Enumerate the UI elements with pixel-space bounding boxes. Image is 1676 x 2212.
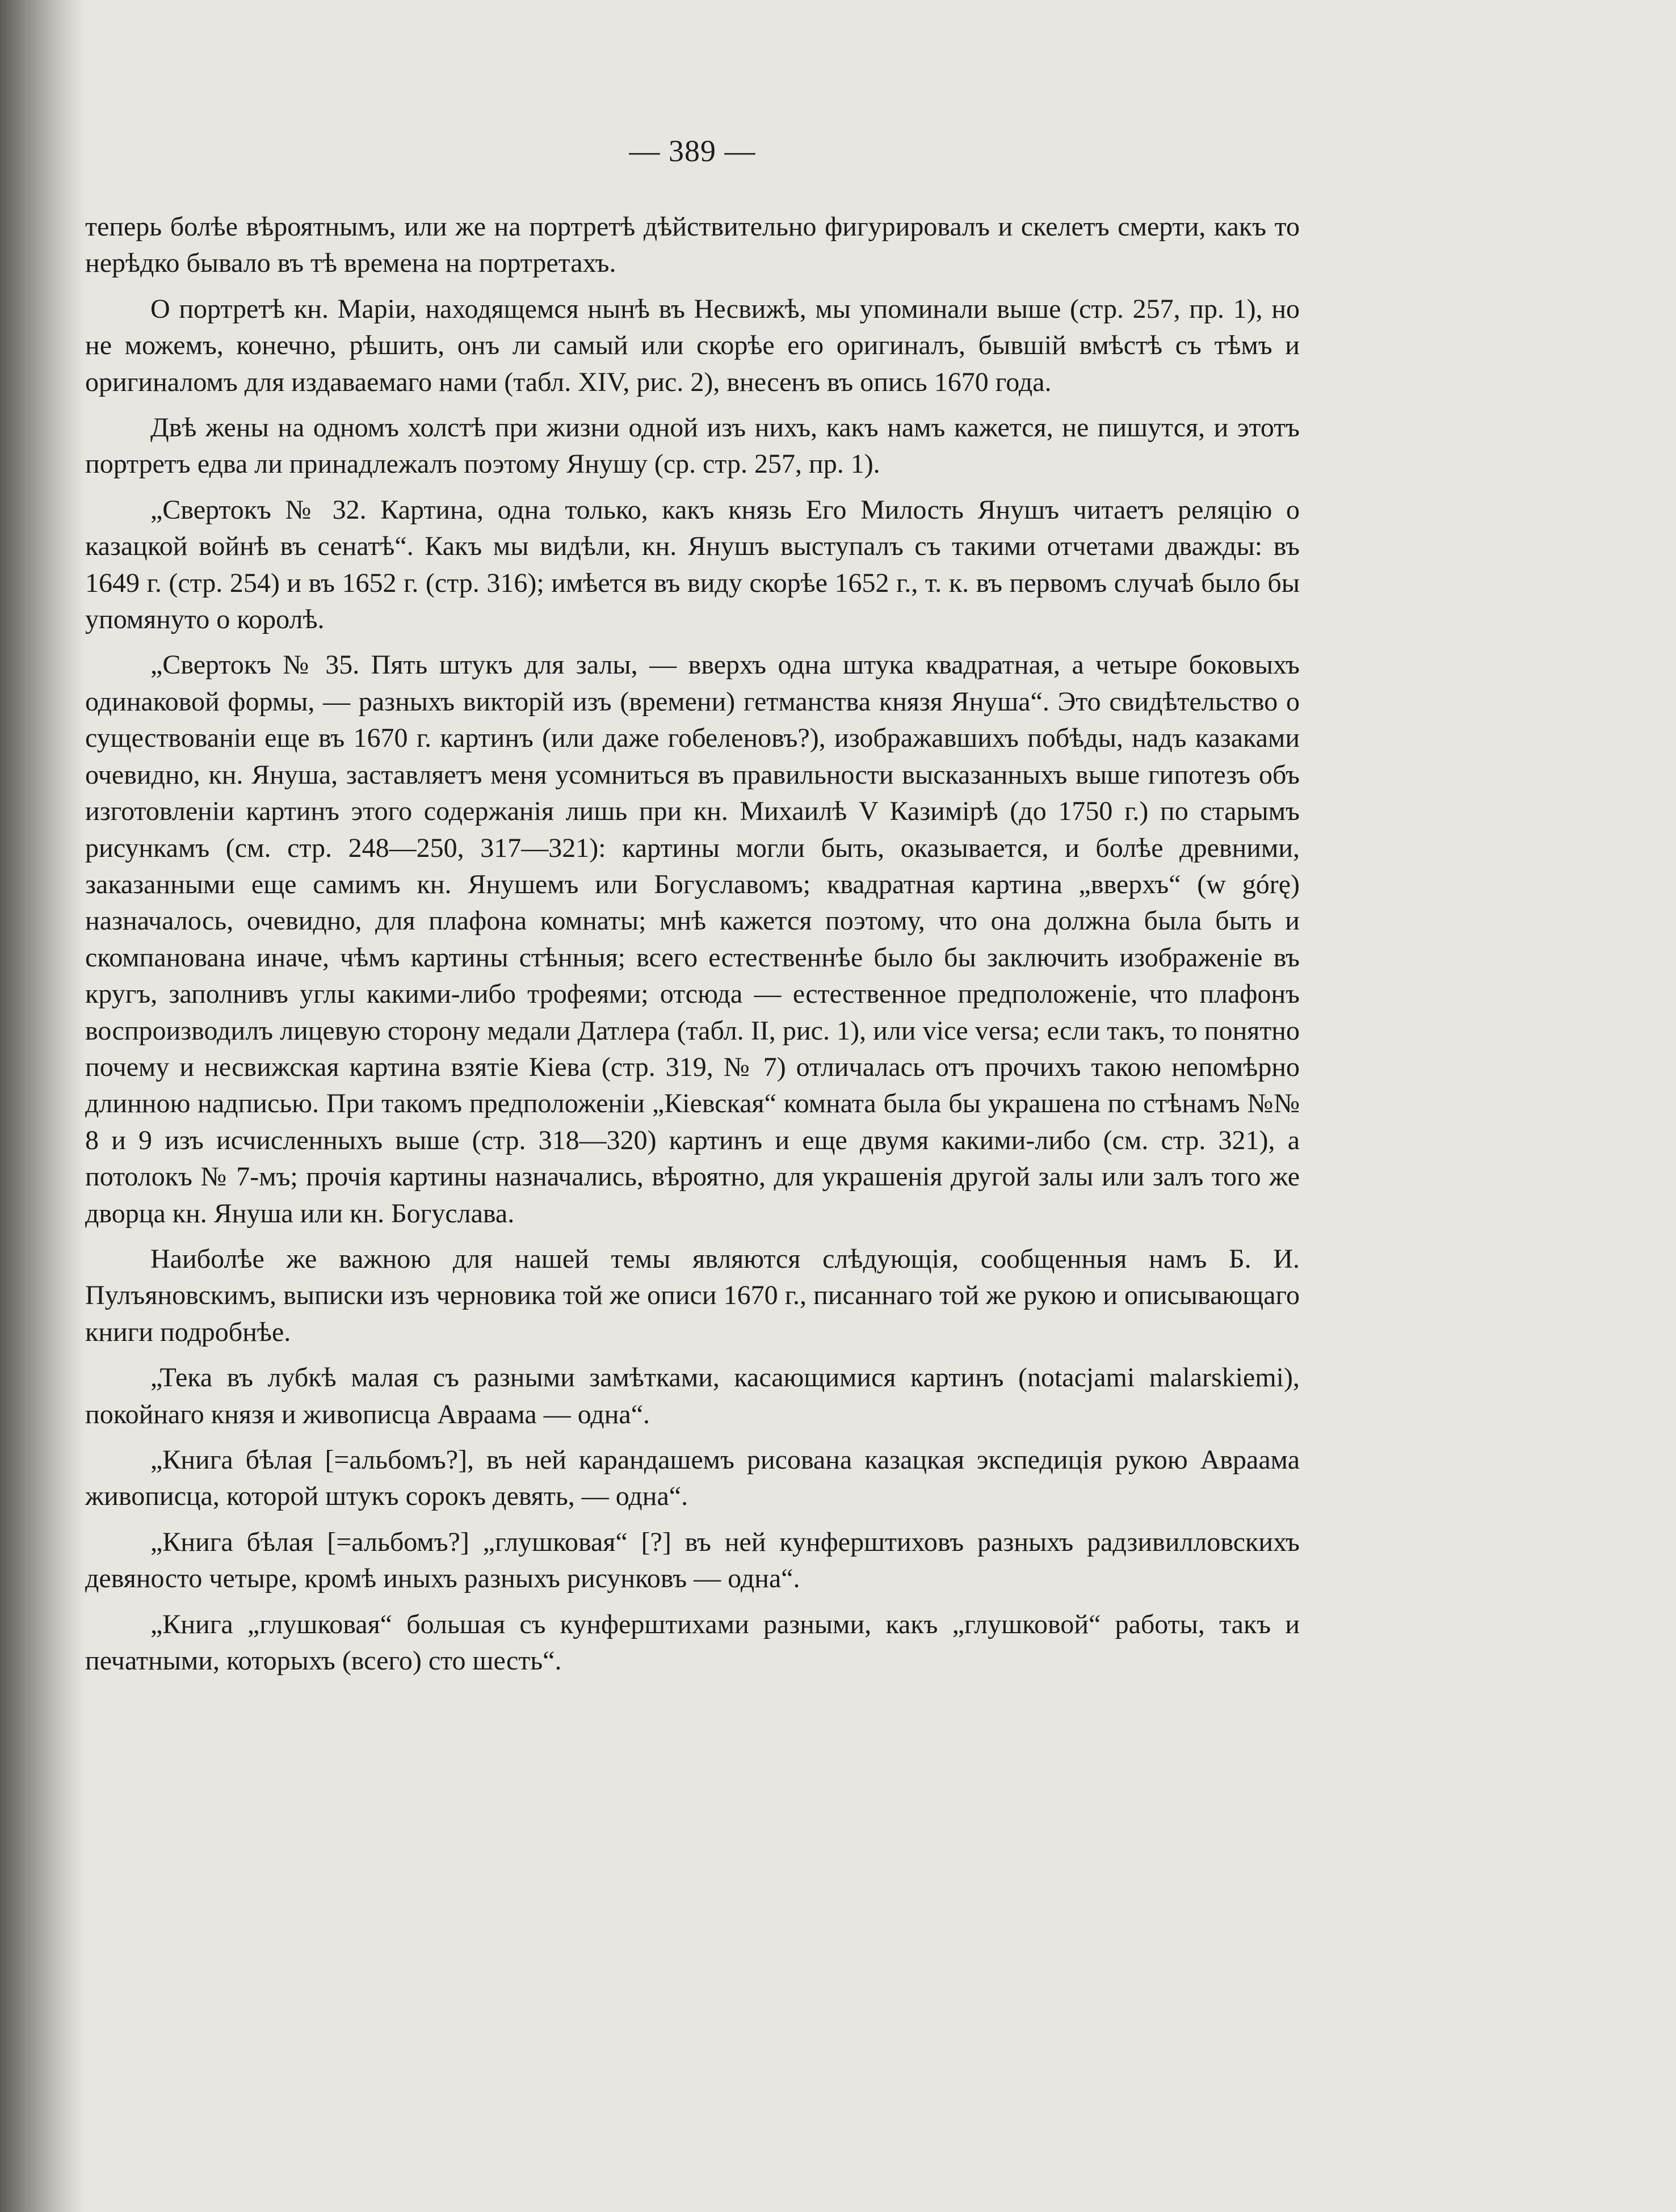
paragraph-4: „Свертокъ № 32. Картина, одна только, какъ князь Его Милость Янушъ читаетъ реляцію о казацкой войнѣ въ сенатѣ“. Какъ мы видѣли, кн. Янушъ выступалъ съ такими отчетами дважды: въ 1649 г. (стр. 254) и въ 1652 г. (стр. 316); имѣется въ виду скорѣе 1652 г., т. к. въ первомъ случаѣ было бы упомянуто о королѣ. — [85, 494, 1300, 635]
paragraph-8: „Книга бѣлая [=альбомъ?], въ ней карандашемъ рисована казацкая экспедиція рукою Авраама живописца, которой штукъ сорокъ девять, — одна“. — [85, 1445, 1300, 1512]
paragraph-10: „Книга „глушковая“ большая съ кунферштихами разными, какъ „глушковой“ работы, такъ и печатными, которыхъ (всего) сто шесть“. — [85, 1609, 1300, 1676]
paragraph-6: Наиболѣе же важною для нашей темы являются слѣдующія, сообщенныя намъ Б. И. Пулъяновскимъ, выписки изъ черновика той же описи 1670 г., писаннаго той же рукою и описывающаго книги подробнѣе. — [85, 1243, 1300, 1347]
body-text — [85, 209, 1300, 1688]
paragraph-3: Двѣ жены на одномъ холстѣ при жизни одной изъ нихъ, какъ намъ кажется, не пишутся, и этотъ портретъ едва ли принадлежалъ поэтому Янушу (ср. стр. 257, пр. 1). — [85, 413, 1300, 480]
paragraph-5: „Свертокъ № 35. Пять штукъ для залы, — вверхъ одна штука квадратная, а четыре боковыхъ одинаковой формы, — разныхъ викторій изъ (времени) гетманства князя Януша“. Это свидѣтельство о существованіи еще въ 1670 г. картинъ (или даже гобеленовъ?), изображавшихъ побѣды, надъ казаками очевидно, кн. Януша, заставляетъ меня усомниться въ правильности высказанныхъ выше гипотезъ объ изготовленіи картинъ этого содержанія лишь при кн. Михаилѣ V Казимірѣ (до 1750 г.) по старымъ рисункамъ (см. стр. 248—250, 317—321): картины могли быть, оказывается, и болѣе древними, заказанными еще самимъ кн. Янушемъ или Богуславомъ; квадратная картина „вверхъ“ (w górę) назначалось, очевидно, для плафона комнаты; мнѣ кажется поэтому, что она должна была быть и скомпанована иначе, чѣмъ картины стѣнныя; всего естественнѣе было бы заключить изображеніе въ кругъ, заполнивъ углы какими-либо трофеями; отсюда — естественное предположеніе, что плафонъ воспроизводилъ лицевую сторону медали Датлера (табл. II, рис. 1), или vice versa; если такъ, то понятно почему и несвижская картина взятіе Кіева (стр. 319, № 7) отличалась отъ прочихъ такою непомѣрно длинною надписью. При такомъ предположеніи „Кіевская“ комната была бы украшена по стѣнамъ №№ 8 и 9 изъ исчисленныхъ выше (стр. 318—320) картинъ и еще двумя какими-либо (см. стр. 321), а потолокъ № 7-мъ; прочія картины назначались, вѣроятно, для украшенія другой залы или залъ того же дворца кн. Януша или кн. Богуслава. — [85, 650, 1300, 1229]
paragraph-7: „Тека въ лубкѣ малая съ разными замѣтками, касающимися картинъ (notacjami malarskiemi), покойнаго князя и живописца Авраама — одна“. — [85, 1362, 1300, 1429]
paragraph-2: О портретѣ кн. Маріи, находящемся нынѣ въ Несвижѣ, мы упоминали выше (стр. 257, пр. 1), но не можемъ, конечно, рѣшить, онъ ли самый или скорѣе его оригиналъ, бывшій вмѣстѣ съ тѣмъ и оригиналомъ для издаваемаго нами (табл. XIV, рис. 2), внесенъ въ опись 1670 года. — [85, 293, 1300, 397]
paragraph-9: „Книга бѣлая [=альбомъ?] „глушковая“ [?] въ ней кунферштиховъ разныхъ радзивилловскихъ девяносто четыре, кромѣ иныхъ разныхъ рисунковъ — одна“. — [85, 1526, 1300, 1594]
paragraph-1: теперь болѣе вѣроятнымъ, или же на портретѣ дѣйствительно фигурировалъ и скелетъ смерти, какъ то нерѣдко бывало въ тѣ времена на портретахъ. — [85, 212, 1300, 279]
page-number: — 389 — — [629, 134, 756, 168]
book-gutter-shadow — [0, 0, 85, 2212]
